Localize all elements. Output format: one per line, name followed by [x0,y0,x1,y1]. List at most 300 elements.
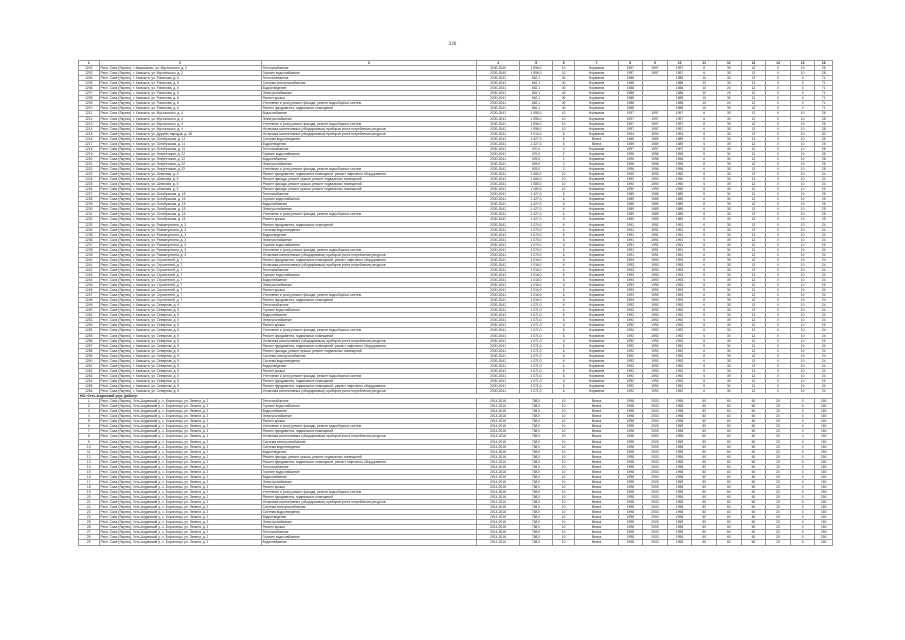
table-cell: 10 [552,449,575,454]
column-number: 3 [261,61,476,66]
table-cell: 1 596,0 [520,116,553,121]
table-cell: 60 [716,399,741,404]
table-cell: 10 [790,227,815,232]
table-cell: 71 [815,91,833,96]
table-cell: 0 [766,318,791,323]
table-cell: 1992 [667,323,692,328]
table-cell: 0 [766,76,791,81]
table-cell: 30 [716,318,741,323]
table-cell: 60 [741,409,766,414]
table-cell: Ремонт крыши [261,525,476,530]
table-cell: Респ. Саха (Якутия), г. Ханыыта, ул. Октябрьская, д. 11 [99,146,261,151]
table-cell: 6 [692,368,717,373]
table-cell: 2014-2016 [477,515,520,520]
table-cell: 30 [716,303,741,308]
table-cell: 0 [766,116,791,121]
table-cell: Система водоотведения [261,444,476,449]
table-cell: 10 [552,469,575,474]
table-cell: Респ. Саха (Якутия), г. Ханыыта, ул. Мустахского, д. 2 [99,71,261,76]
table-cell: 2014-2016 [477,409,520,414]
table-cell: 60 [692,535,717,540]
table-cell: 1988 [618,76,643,81]
table-cell: 30 [716,222,741,227]
table-cell: 2030-2041 [477,298,520,303]
table-cell: 0 [790,424,815,429]
table-cell: 1989 [667,192,692,197]
table-cell: 1988 [667,81,692,86]
table-cell: Норматив [575,328,618,333]
table-cell: 24 [815,338,833,343]
table-cell: 1246 [79,288,100,293]
table-cell: 10 [552,182,575,187]
table-cell: 30 [716,76,741,81]
table-cell: 150 [815,540,833,545]
table-cell: 0 [790,96,815,101]
table-cell: Респ. Саха (Якутия), Усть-Алданский у., с. Борогонцы, ул. Ленина, д. 2 [99,500,261,505]
table-cell: 2030-2041 [477,242,520,247]
column-number: 9 [643,61,668,66]
table-cell: 6 [552,232,575,237]
table-cell: 24 [815,177,833,182]
table-cell: 1998 [667,525,692,530]
table-cell: 1991 [618,247,643,252]
table-cell: 2014-2016 [477,419,520,424]
table-cell: Электроснабжение [261,520,476,525]
table-cell: 1990 [667,187,692,192]
table-cell: 12 [741,86,766,91]
table-cell: 12 [741,146,766,151]
table-cell: 2030-2041 [477,373,520,378]
table-cell: Весна [575,489,618,494]
table-cell: 60 [692,540,717,545]
table-cell: Водоснабжение [261,202,476,207]
table-cell: 10 [790,303,815,308]
table-cell: 6 [692,262,717,267]
table-cell: 60 [716,535,741,540]
table-cell: 2003 [643,495,668,500]
table-cell: 6 [552,136,575,141]
table-cell: 1998 [618,489,643,494]
table-cell: 758,0 [520,484,553,489]
table-cell: Респ. Саха (Якутия), г. Ханыыта, ул. Северная, д. 5 [99,358,261,363]
table-cell: 10 [552,187,575,192]
column-number: 7 [575,61,618,66]
table-cell: 1996 [618,161,643,166]
table-cell: 2014-2016 [477,459,520,464]
table-cell: 0 [766,384,791,389]
table-cell: Норматив [575,267,618,272]
table-cell: 1998 [618,479,643,484]
table-cell: 30 [716,121,741,126]
table-cell: 60 [716,444,741,449]
table-cell: Норматив [575,232,618,237]
table-cell: 1245 [79,283,100,288]
table-cell: 758,0 [520,449,553,454]
table-cell: 1998 [667,489,692,494]
table-cell: 2003 [643,525,668,530]
column-number: 10 [667,61,692,66]
table-cell: Респ. Саха (Якутия), Усть-Алданский у., с. Борогонцы, ул. Ленина, д. 2 [99,439,261,444]
table-cell: 6 [552,378,575,383]
table-cell: 150 [815,464,833,469]
table-cell: 6 [692,192,717,197]
table-cell: 6 [692,232,717,237]
table-cell: 2030-2041 [477,368,520,373]
table-cell: 12 [741,242,766,247]
table-cell: 10 [790,333,815,338]
table-cell: 1992 [618,328,643,333]
table-cell: 60 [716,464,741,469]
table-cell: 1992 [618,323,643,328]
table-cell: 1264 [79,378,100,383]
table-cell: 12 [741,318,766,323]
table-cell: 10 [552,429,575,434]
table-cell: 71 [815,81,833,86]
table-cell: 758,0 [520,434,553,439]
table-cell: 60 [741,484,766,489]
table-cell: Респ. Саха (Якутия), г. Ханыыта, ул. Строителей, д. 7 [99,288,261,293]
table-cell: 10 [790,338,815,343]
table-cell: 1 014,0 [520,131,553,136]
table-cell: 10 [552,414,575,419]
table-cell: 12 [741,368,766,373]
table-cell: Респ. Саха (Якутия), Усть-Алданский у., с. Борогонцы, ул. Ленина, д. 2 [99,530,261,535]
table-cell: 1993 [667,288,692,293]
table-cell: 10 [790,389,815,394]
table-cell: 2014-2016 [477,489,520,494]
table-cell: Респ. Саха (Якутия), Усть-Алданский у., с. Борогонцы, ул. Ленина, д. 2 [99,484,261,489]
table-cell: 0 [766,257,791,262]
table-cell: 12 [741,177,766,182]
table-cell: 1998 [667,429,692,434]
table-cell: 10 [790,313,815,318]
table-cell: Норматив [575,212,618,217]
table-cell: Ремонт фундамента, подвальных помещений [261,495,476,500]
table-cell: 1998 [667,515,692,520]
table-row [79,540,833,545]
table-cell: 1991 [618,232,643,237]
table-cell: 2003 [643,409,668,414]
table-cell: 0 [766,308,791,313]
table-cell: Теплоснабжение [261,303,476,308]
table-cell: 1998 [618,515,643,520]
table-cell: Респ. Саха (Якутия), Усть-Алданский у., с. Борогонцы, ул. Ленина, д. 2 [99,495,261,500]
table-cell: Норматив [575,182,618,187]
table-cell: 30 [716,66,741,71]
table-cell: 20 [766,464,791,469]
table-cell: 6 [552,141,575,146]
table-cell: 1992 [667,363,692,368]
table-cell: 2030-2041 [477,187,520,192]
table-cell: 1992 [618,343,643,348]
table-cell: 758,0 [520,419,553,424]
table-cell: Система электроснабжения [261,81,476,86]
table-cell: 30 [716,146,741,151]
table-cell: 0 [790,535,815,540]
table-cell: 12 [741,333,766,338]
table-cell: 1998 [618,399,643,404]
table-cell: 30 [716,81,741,86]
table-cell: Норматив [575,303,618,308]
table-cell: 10 [552,500,575,505]
table-cell: 30 [716,166,741,171]
table-cell: 758,0 [520,520,553,525]
table-cell: 1 016,0 [520,283,553,288]
table-cell: 0 [766,151,791,156]
table-cell: 1998 [667,459,692,464]
table-cell: 1992 [667,373,692,378]
table-cell: 0 [766,136,791,141]
table-cell: Норматив [575,298,618,303]
table-cell: Норматив [575,156,618,161]
table-cell: 1262 [79,368,100,373]
table-cell: 150 [815,474,833,479]
table-cell: 2014-2016 [477,414,520,419]
table-cell: 60 [741,489,766,494]
table-cell: Теплоснабжение [261,192,476,197]
table-cell: 20 [766,510,791,515]
table-cell: Респ. Саха (Якутия), Усть-Алданский у., с. Борогонцы, ул. Ленина, д. 2 [99,464,261,469]
table-cell: 1997 [667,146,692,151]
table-cell: 758,0 [520,464,553,469]
table-cell: 758,0 [520,540,553,545]
table-cell: Норматив [575,177,618,182]
table-cell: Утепление и (или) ремонт фасада, ремонт водосборных систем [261,328,476,333]
table-cell: 150 [815,419,833,424]
table-cell: 10 [790,262,815,267]
table-cell: 12 [741,187,766,192]
table-cell: 12 [741,202,766,207]
table-cell: 25 [815,202,833,207]
table-cell: Электроснабжение [261,207,476,212]
table-cell: 1998 [618,439,643,444]
table-cell: 1992 [667,308,692,313]
table-cell: Ремонт крыши [261,368,476,373]
table-cell: 6 [692,358,717,363]
table-cell: 12 [741,303,766,308]
table-cell: Весна [575,464,618,469]
table-cell: 0 [790,515,815,520]
table-cell: Норматив [575,111,618,116]
table-cell: 10 [790,217,815,222]
table-cell: Утепление и (или) ремонт фасада, ремонт водосборных систем [261,489,476,494]
table-cell: 1989 [618,207,643,212]
table-cell: 20 [766,479,791,484]
table-cell: 0 [766,146,791,151]
table-cell: 30 [716,293,741,298]
table-cell: 40 [552,101,575,106]
table-cell: 1993 [618,272,643,277]
table-cell: 1998 [618,500,643,505]
table-cell: 1996 [643,151,668,156]
table-cell: 1997 [667,111,692,116]
table-cell: 6 [552,353,575,358]
table-cell: 10 [552,404,575,409]
table-cell: 0 [790,484,815,489]
table-cell: 1236 [79,237,100,242]
table-cell: 1989 [667,207,692,212]
table-cell: 0 [766,81,791,86]
table-cell: 30 [716,197,741,202]
table-cell: 20 [766,419,791,424]
table-cell: Респ. Саха (Якутия), г. Ханыыта, ул. Северная, д. 5 [99,303,261,308]
table-cell: Респ. Саха (Якутия), г. Ханыыта, ул. Строителей, д. 7 [99,278,261,283]
table-cell: 2003 [643,510,668,515]
table-cell: 1998 [667,454,692,459]
table-cell: Ремонт фасада, ремонт крыши, ремонт подвальных помещений [261,454,476,459]
table-cell: Норматив [575,333,618,338]
table-cell: 2030-2041 [477,318,520,323]
table-cell: 30 [716,111,741,116]
table-cell: Респ. Саха (Якутия), г. Ханыыта, ул. Строителей, д. 7 [99,283,261,288]
table-cell: Норматив [575,242,618,247]
table-cell: 2030-2041 [477,303,520,308]
table-cell: 30 [716,353,741,358]
table-cell: 1991 [643,242,668,247]
table-cell: Респ. Саха (Якутия), г. Ханыыта, ул. Октябрьская, д. 11 [99,141,261,146]
table-cell: 10 [552,479,575,484]
table-cell: 30 [716,378,741,383]
table-cell: 150 [815,454,833,459]
table-cell: 1988 [618,96,643,101]
table-cell: 60 [692,479,717,484]
table-cell: 10 [790,293,815,298]
table-cell: 29 [79,540,100,545]
table-cell: Водоснабжение [261,278,476,283]
table-cell: 1 070,0 [520,242,553,247]
table-cell: 1263 [79,373,100,378]
table-cell: 1 427,0 [520,141,553,146]
table-cell: 1988 [618,101,643,106]
table-cell: 0 [766,187,791,192]
table-cell: 12 [741,91,766,96]
table-cell: 24 [815,328,833,333]
table-cell: 1992 [618,373,643,378]
table-cell: Респ. Саха (Якутия), Усть-Алданский у., с. Борогонцы, ул. Ленина, д. 2 [99,434,261,439]
table-cell: 10 [790,156,815,161]
table-cell: 60 [741,459,766,464]
table-cell: 2030-2041 [477,227,520,232]
table-cell: 1 596,0 [520,66,553,71]
table-cell: 20 [766,535,791,540]
table-cell: 1992 [643,389,668,394]
table-cell: 19 [79,489,100,494]
table-cell: 1991 [618,227,643,232]
table-cell: Теплоснабжение [261,66,476,71]
table-cell: 0 [790,399,815,404]
table-cell: 60 [741,444,766,449]
table-cell: 30 [716,308,741,313]
table-cell: 10 [790,136,815,141]
table-cell: 10 [790,182,815,187]
table-cell: 758,0 [520,474,553,479]
table-cell: Норматив [575,373,618,378]
table-cell: 6 [552,272,575,277]
table-cell: Весна [575,444,618,449]
table-cell: 1993 [618,293,643,298]
table-cell: 24 [815,323,833,328]
table-cell: 0 [790,439,815,444]
table-cell: 10 [790,197,815,202]
table-cell: 40 [552,91,575,96]
table-cell: 1996 [667,156,692,161]
table-cell: 1989 [618,212,643,217]
table-cell: Респ. Саха (Якутия), г. Ханыыта, ул. Октябрьская, д. 15 [99,207,261,212]
table-cell: 60 [716,469,741,474]
table-cell: 6 [692,131,717,136]
table-cell: Весна [575,484,618,489]
table-cell: 10 [790,71,815,76]
table-cell: Респ. Саха (Якутия), г. Ханыыта, ул. Строителей, д. 7 [99,262,261,267]
table-cell: 1224 [79,177,100,182]
table-cell: 30 [716,141,741,146]
table-cell: 6 [692,161,717,166]
table-cell: 758,0 [520,505,553,510]
table-cell: 60 [741,414,766,419]
table-cell: 2030-2041 [477,91,520,96]
table-cell: 12 [741,227,766,232]
table-cell: 30 [716,373,741,378]
table-cell: 2030-2041 [477,81,520,86]
table-cell: 1222 [79,166,100,171]
table-cell: 0 [790,505,815,510]
table-cell: 1998 [667,495,692,500]
table-cell: Норматив [575,293,618,298]
table-cell: 12 [741,389,766,394]
table-cell: 1998 [618,540,643,545]
table-cell: Респ. Саха (Якутия), г. Ханыыта, ул. Ронинова, д. 6 [99,91,261,96]
table-cell: Установка коллективных (общедомовых) приборов учета потребления ресурсов [261,262,476,267]
table-cell: 1218 [79,146,100,151]
table-cell: 28 [815,146,833,151]
table-cell: 30 [716,389,741,394]
table-cell: 6 [552,227,575,232]
table-cell: 10 [692,76,717,81]
table-cell: 1997 [643,126,668,131]
table-cell: Горячее водоснабжение [261,308,476,313]
table-cell: 1990 [618,187,643,192]
table-cell: 20 [766,449,791,454]
table-cell: 12 [741,136,766,141]
table-cell: 1 071,0 [520,378,553,383]
table-cell: 758,0 [520,469,553,474]
table-cell: 60 [716,474,741,479]
table-cell: 1989 [618,141,643,146]
table-cell: Система электроснабжения [261,439,476,444]
table-cell: 60 [716,439,741,444]
table-cell: 2030-2041 [477,338,520,343]
table-cell: Респ. Саха (Якутия), г. Ханыыта, ул. Ронинова, д. 6 [99,81,261,86]
table-cell: 2030-2041 [477,182,520,187]
table-cell: 2003 [643,479,668,484]
table-cell: Респ. Саха (Якутия), г. Ханыыта, ул. Октябрьская, д. 15 [99,202,261,207]
table-cell: Респ. Саха (Якутия), Усть-Алданский у., с. Борогонцы, ул. Ленина, д. 2 [99,505,261,510]
table-cell: 6 [552,363,575,368]
table-cell: 10 [790,172,815,177]
table-cell: 2014-2016 [477,505,520,510]
table-cell: 24 [815,288,833,293]
table-cell: 10 [692,96,717,101]
table-cell: 6 [552,293,575,298]
table-cell: 30 [716,288,741,293]
table-cell: 10 [552,459,575,464]
table-cell: 1997 [667,66,692,71]
table-cell: 10 [552,464,575,469]
table-cell: 1989 [643,207,668,212]
table-cell: 1996 [618,166,643,171]
table-cell: Ремонт фундамента, подвальных помещений, ремонт лифтового оборудования [261,384,476,389]
section-heading: МО «Усть-Алданский улус (район)» [79,394,833,399]
